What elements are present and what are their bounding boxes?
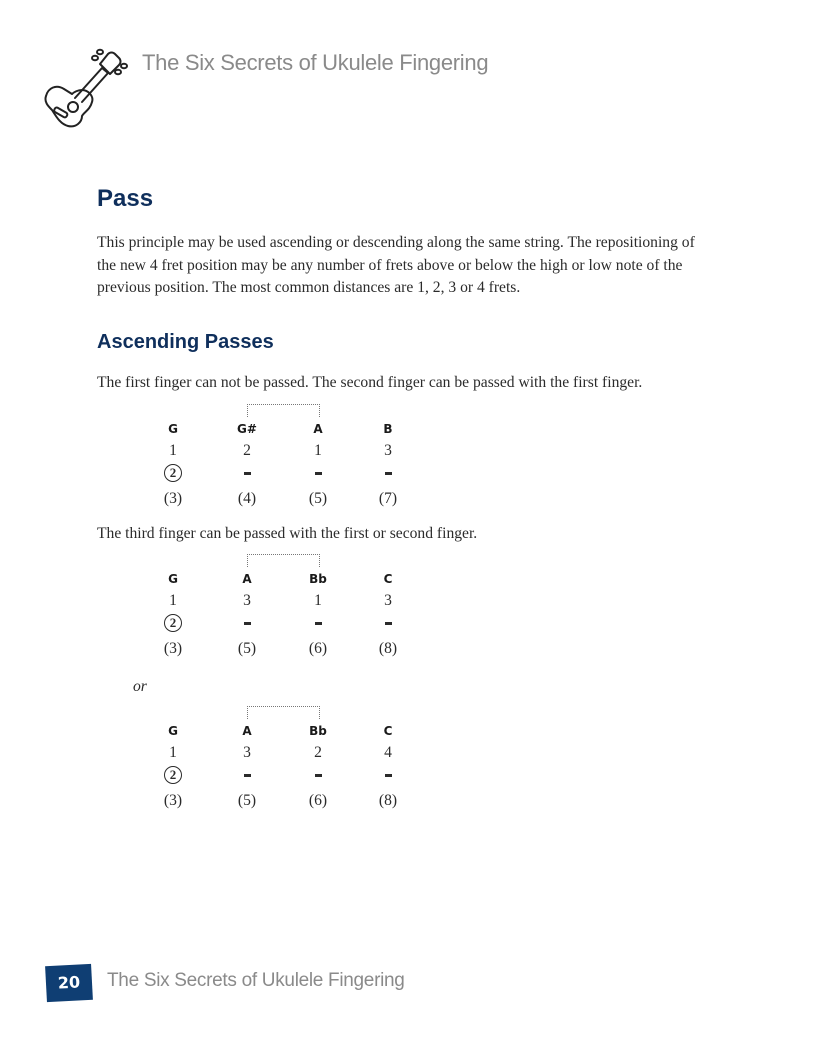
dash-mark [385,622,392,625]
page-number: 20 [45,964,93,1002]
note-name: Bb [309,572,327,586]
finger-number: 1 [314,592,322,609]
string-indicator [148,614,198,632]
string-indicator [222,464,272,482]
note-name: C [383,724,393,738]
dash-mark [244,472,251,475]
finger-number: 2 [314,744,322,761]
finger-number: 3 [384,442,392,459]
finger-number: 2 [243,442,251,459]
finger-number: 1 [169,442,177,459]
string-indicator [363,766,413,784]
fret-number: (5) [237,640,257,657]
string-indicator [148,464,198,482]
or-label: or [133,678,147,695]
pass-bracket [247,706,320,719]
finger-number: 3 [243,592,251,609]
fret-number: (6) [308,640,328,657]
pass-bracket [247,404,320,417]
ukulele-icon [42,44,132,134]
string-indicator [363,464,413,482]
note-name: A [313,422,323,436]
finger-number: 4 [384,744,392,761]
string-indicator [293,464,343,482]
pass-bracket [247,554,320,567]
fret-number: (3) [163,792,183,809]
string-indicator [148,766,198,784]
string-indicator [222,614,272,632]
string-number-circle: 2 [164,464,182,482]
fret-number: (8) [378,640,398,657]
finger-number: 3 [384,592,392,609]
ascending-text-1: The first finger can not be passed. The second finger can be passed with the first finger. [97,374,643,391]
footer-running-title: The Six Secrets of Ukulele Fingering [107,970,405,991]
string-indicator [293,766,343,784]
dash-mark [244,774,251,777]
note-name: C [383,572,393,586]
ascending-text-2: The third finger can be passed with the first or second finger. [97,525,478,542]
string-indicator [293,614,343,632]
string-number-circle: 2 [164,766,182,784]
fret-number: (3) [163,490,183,507]
dash-mark [385,472,392,475]
dash-mark [315,774,322,777]
dash-mark [315,472,322,475]
fret-number: (5) [308,490,328,507]
fret-number: (3) [163,640,183,657]
section-title: Pass [97,185,154,212]
fret-number: (5) [237,792,257,809]
note-name: Bb [309,724,327,738]
note-name: G [168,724,178,738]
fingering-table-2 [148,554,418,664]
finger-number: 1 [169,592,177,609]
string-indicator [363,614,413,632]
page-header [42,44,542,134]
fingering-table-3 [148,706,418,816]
note-name: B [383,422,393,436]
fret-number: (4) [237,490,257,507]
dash-mark [385,774,392,777]
fret-number: (6) [308,792,328,809]
finger-number: 1 [314,442,322,459]
fingering-table-1 [148,404,418,514]
string-indicator [222,766,272,784]
finger-number: 1 [169,744,177,761]
subsection-title: Ascending Passes [97,331,274,353]
note-name: A [242,724,252,738]
note-name: G [168,422,178,436]
note-name: G# [237,422,257,436]
string-number-circle: 2 [164,614,182,632]
finger-number: 3 [243,744,251,761]
intro-paragraph: This principle may be used ascending or descending along the same string. The repositioning of the new 4 fret position may be any number of frets above or below the high or low note of the previous position. The most common distances are 1, 2, 3 or 4 frets. [97,234,695,296]
fret-number: (7) [378,490,398,507]
fret-number: (8) [378,792,398,809]
header-running-title: The Six Secrets of Ukulele Fingering [142,50,489,75]
dash-mark [244,622,251,625]
note-name: G [168,572,178,586]
dash-mark [315,622,322,625]
note-name: A [242,572,252,586]
